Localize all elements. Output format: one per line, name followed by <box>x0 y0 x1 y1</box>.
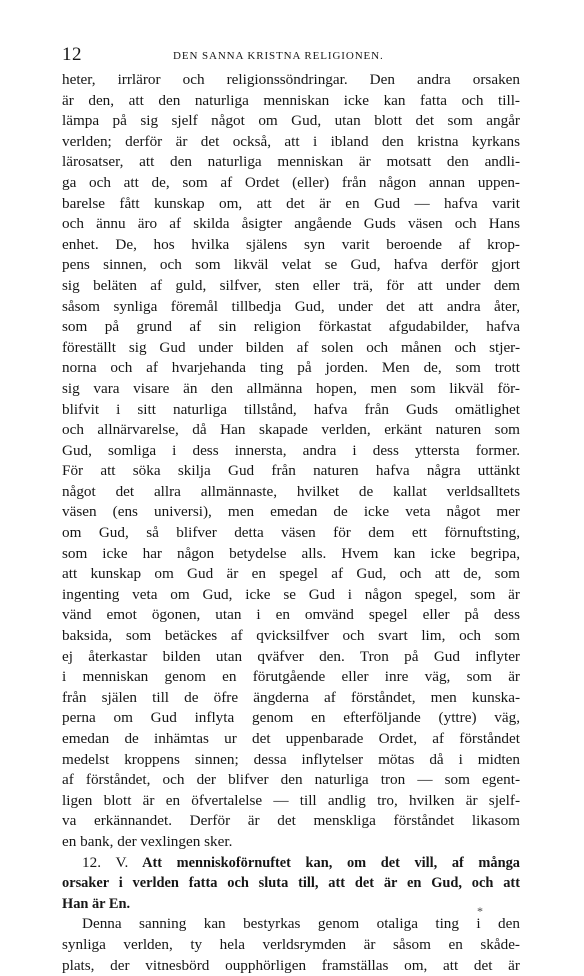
text-line: Gud, somliga i dess innersta, andra i dess yttersta former. <box>62 441 520 459</box>
text-line: heter, irrläror och religionssöndringar. Den andra orsaken <box>62 71 520 88</box>
text-line: lärosatser, att den naturliga menniskan är motsatt den andli- <box>62 153 520 171</box>
text-line: blifvit i sitt naturliga tillstånd, hafva från Guds omätlighet <box>62 400 520 418</box>
text-line: vänd emot ögonen, utan i en omvänd spegel eller på dess <box>62 606 520 624</box>
page-number: 12 <box>62 44 82 65</box>
text-line: sig beläten af guld, silfver, sten eller trä, för att under dem <box>62 276 520 294</box>
text-line: ligen blott är en öfvertalelse — till andlig tro, hvilken är sjelf- <box>62 791 520 809</box>
text-line: i menniskan genom en förutgående eller inre väg, som är <box>62 668 520 686</box>
text-line: För att söka skilja Gud från naturen hafva några uttänkt <box>62 462 520 480</box>
text-line: va erkännandet. Derför är det menskliga förståndet likasom <box>62 812 520 830</box>
text-line: verlden; derför är det också, att i ibland den kristna kyrkans <box>62 132 520 150</box>
text-line: barelse fått kunskap om, att det är en Gud — hafva varit <box>62 194 520 212</box>
section-heading-line: Han är En. <box>62 895 131 912</box>
text-line: att kunskap om Gud är en spegel af Gud, och att de, som <box>62 565 520 583</box>
section-heading-line: Att menniskoförnuftet kan, om det vill, af många <box>142 854 520 871</box>
page-header <box>62 44 526 72</box>
section-heading-line: orsaker i verlden fatta och sluta till, att det är en Gud, och att <box>62 875 520 892</box>
text-line: emedan de inhämtas ur det uppenbarade Ordet, af förståndet <box>62 730 520 747</box>
text-line: sig vara visare än den allmänna hopen, men som likväl för- <box>62 379 520 397</box>
text-line: perna om Gud inflyta genom en efterföljande (yttre) väg, <box>62 709 520 727</box>
text-line: från själen till de öfre ängderna af förståndet, men kunska- <box>62 688 520 706</box>
text-line: ej återkastar bilden utan qväfver den. Tron på Gud inflyter <box>62 647 520 665</box>
section-number: 12. V. <box>82 853 129 871</box>
text-line: pens sinnen, och som likväl velat se Gud, hafva derför gjort <box>62 256 520 274</box>
text-line: Denna sanning kan bestyrkas genom otaliga ting i den <box>82 915 520 933</box>
text-line: som icke har någon betydelse alls. Hvem kan icke begripa, <box>62 544 520 562</box>
text-line: af förståndet, och der blifver den naturliga tron — som egent- <box>62 771 520 789</box>
section-heading <box>62 853 520 874</box>
text-line: norna och af hvarjehanda ting på jorden. Men de, som trott <box>62 359 520 377</box>
text-line: baksida, som betäckes af qvicksilfver och svart lim, och som <box>62 627 520 645</box>
text-line: plats, der vitnesbörd oupphörligen framställas om, att det är <box>62 956 520 974</box>
text-line: enhet. De, hos hvilka själens syn varit beroende af krop- <box>62 235 520 253</box>
text-line: och allnärvarelse, då Han skapade verlden, erkänt naturen som <box>62 421 520 439</box>
text-line: något det allra allmännaste, hvilket de kallat verldsalltets <box>62 482 520 500</box>
running-title: DEN SANNA KRISTNA RELIGIONEN. <box>173 50 384 62</box>
text-line: om Gud, så blifver detta väsen för dem ett förnuftsting, <box>62 524 520 542</box>
text-line: väsen (ens universi), men emedan de icke veta något mer <box>62 503 520 521</box>
text-line: synliga verlden, ty hela verldsrymden är såsom en skåde- <box>62 935 520 953</box>
body-text <box>62 70 520 976</box>
signature-mark: * <box>477 904 483 918</box>
text-line: som på grund af sin religion förkastat afgudabilder, hafva <box>62 318 520 336</box>
text-line: och ännu äro af skilda åsigter angående Guds väsen och Hans <box>62 215 520 233</box>
text-line: såsom synliga föremål tillbedja Gud, under det att andra åter, <box>62 297 520 315</box>
text-line: föreställt sig Gud under bilden af solen och månen och stjer- <box>62 338 520 356</box>
text-line: lämpa på sig sjelf något om Gud, utan blott det som angår <box>62 112 520 130</box>
text-line: en bank, der vexlingen sker. <box>62 832 233 850</box>
text-line: ingenting veta om Gud, icke se Gud i någon spegel, som är <box>62 585 520 603</box>
text-line: är den, att den naturliga menniskan icke kan fatta och till- <box>62 91 520 109</box>
text-line: medelst kroppens sinnen; dessa inflytelser mötas då i midten <box>62 750 520 768</box>
text-line: ga och att de, som af Ordet (eller) från någon annan uppen- <box>62 173 520 191</box>
